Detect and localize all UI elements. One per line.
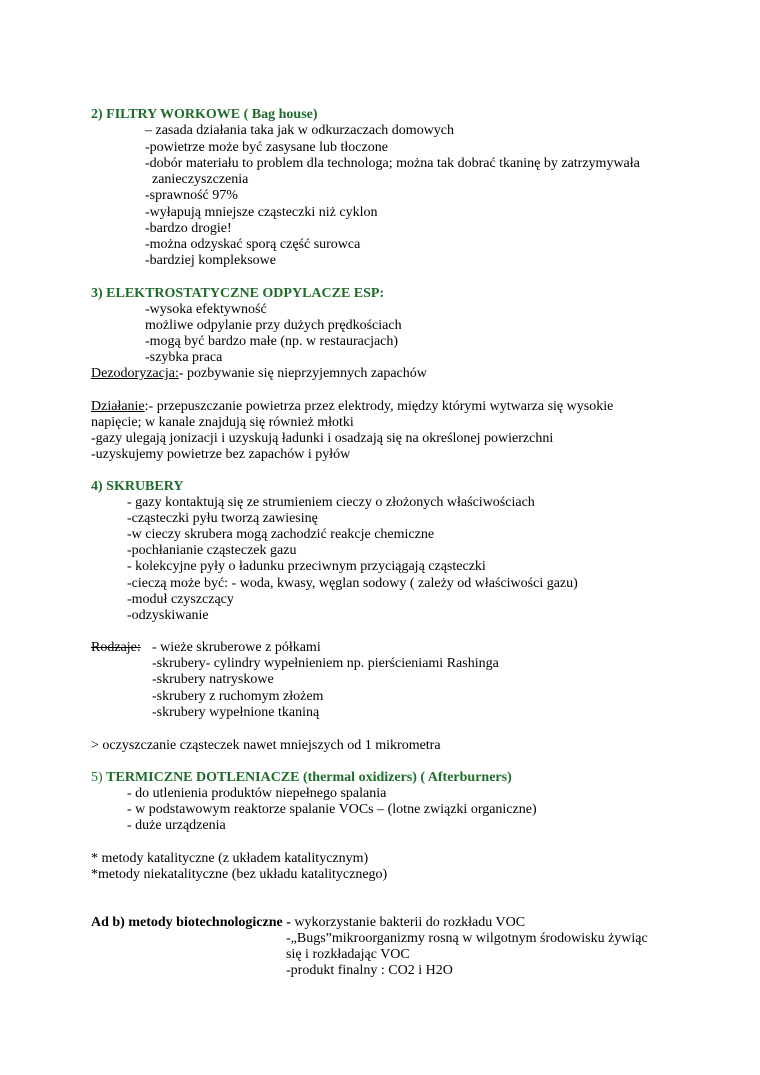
rodzaje-label: Rodzaje:	[91, 640, 141, 655]
dezodoryzacja-text: - pozbywanie się nieprzyjemnych zapachów	[178, 366, 427, 381]
section-4-item: -cząsteczki pyłu tworzą zawiesinę	[127, 511, 318, 526]
rodzaje-item: - wieże skruberowe z półkami	[152, 640, 321, 655]
dezodoryzacja-label: Dezodoryzacja:	[91, 366, 179, 381]
method-line: * metody katalityczne (z układem katalitycznym)	[91, 851, 369, 866]
method-line: *metody niekatalityczne (bez układu katalitycznego)	[91, 867, 388, 882]
adb-item: -„Bugs”mikroorganizmy rosną w wilgotnym środowisku żywiąc	[286, 931, 648, 946]
dzialanie-label: Działanie	[91, 399, 145, 414]
section-5-prefix: 5)	[91, 770, 107, 785]
section-3-item: -mogą być bardzo małe (np. w restauracjach)	[145, 334, 399, 349]
section-4-item: - kolekcyjne pyły o ładunku przeciwnym przyciągają cząsteczki	[127, 559, 486, 574]
section-2-item: – zasada działania taka jak w odkurzaczach domowych	[145, 123, 455, 138]
adb-label: Ad b) metody biotechnologiczne -	[91, 915, 291, 930]
section-2-item: -powietrze może być zasysane lub tłoczone	[145, 140, 388, 155]
dzialanie-line: -gazy ulegają jonizacji i uzyskują ładunki i osadzają się na określonej powierzchni	[91, 431, 554, 446]
section-4-item: -pochłanianie cząsteczek gazu	[127, 543, 297, 558]
section-3-item: możliwe odpylanie przy dużych prędkościach	[145, 318, 402, 333]
rodzaje-item: -skrubery z ruchomym złożem	[152, 689, 324, 704]
section-2-item: -bardziej kompleksowe	[145, 253, 277, 268]
adb-line	[91, 915, 525, 931]
dezodoryzacja-line	[91, 366, 427, 382]
adb-text: wykorzystanie bakterii do rozkładu VOC	[290, 915, 526, 930]
rodzaje-item: -skrubery- cylindry wypełnieniem np. pierścieniami Rashinga	[152, 656, 499, 671]
section-5-heading: TERMICZNE DOTLENIACZE (thermal oxidizers) ( Afterburners)	[106, 770, 512, 785]
adb-item: się i rozkładając VOC	[286, 947, 410, 962]
dzialanie-line	[91, 399, 613, 415]
dzialanie-text: :- przepuszczanie powietrza przez elektrody, między którymi wytwarza się wysokie	[144, 399, 614, 414]
dzialanie-line: -uzyskujemy powietrze bez zapachów i pyłów	[91, 447, 351, 462]
section-3-item: -szybka praca	[145, 350, 223, 365]
dzialanie-line: napięcie; w kanale znajdują się również młotki	[91, 415, 354, 430]
section-4-item: -cieczą może być: - woda, kwasy, węglan sodowy ( zależy od właściwości gazu)	[127, 576, 578, 591]
rodzaje-item: -skrubery natryskowe	[152, 672, 274, 687]
section-2-heading: 2) FILTRY WORKOWE ( Bag house)	[91, 107, 318, 122]
section-2-item: -wyłapują mniejsze cząsteczki niż cyklon	[145, 205, 378, 220]
section-4-item: - gazy kontaktują się ze strumieniem cieczy o złożonych właściwościach	[127, 495, 535, 510]
section-5-item: - do utlenienia produktów niepełnego spalania	[127, 786, 387, 801]
section-2-item: -bardzo drogie!	[145, 221, 232, 236]
section-4-heading: 4) SKRUBERY	[91, 479, 184, 494]
section-2-item: -można odzyskać sporą część surowca	[145, 237, 361, 252]
section-3-heading: 3) ELEKTROSTATYCZNE ODPYLACZE ESP:	[91, 286, 385, 301]
section-4-item: -w cieczy skrubera mogą zachodzić reakcje chemiczne	[127, 527, 435, 542]
section-5-heading-line	[91, 770, 512, 786]
adb-item: -produkt finalny : CO2 i H2O	[286, 963, 453, 978]
section-2-item: zanieczyszczenia	[152, 172, 249, 187]
section-4-item: -odzyskiwanie	[127, 608, 209, 623]
section-5-item: - duże urządzenia	[127, 818, 226, 833]
rodzaje-item: -skrubery wypełnione tkaniną	[152, 705, 320, 720]
section-2-item: -dobór materiału to problem dla technologa; można tak dobrać tkaninę by zatrzymywała	[145, 156, 640, 171]
section-4-item: -moduł czyszczący	[127, 592, 234, 607]
section-5-item: - w podstawowym reaktorze spalanie VOCs – (lotne związki organiczne)	[127, 802, 537, 817]
section-4-note: > oczyszczanie cząsteczek nawet mniejszych od 1 mikrometra	[91, 738, 441, 753]
section-2-item: -sprawność 97%	[145, 188, 238, 203]
section-3-item: -wysoka efektywność	[145, 302, 267, 317]
